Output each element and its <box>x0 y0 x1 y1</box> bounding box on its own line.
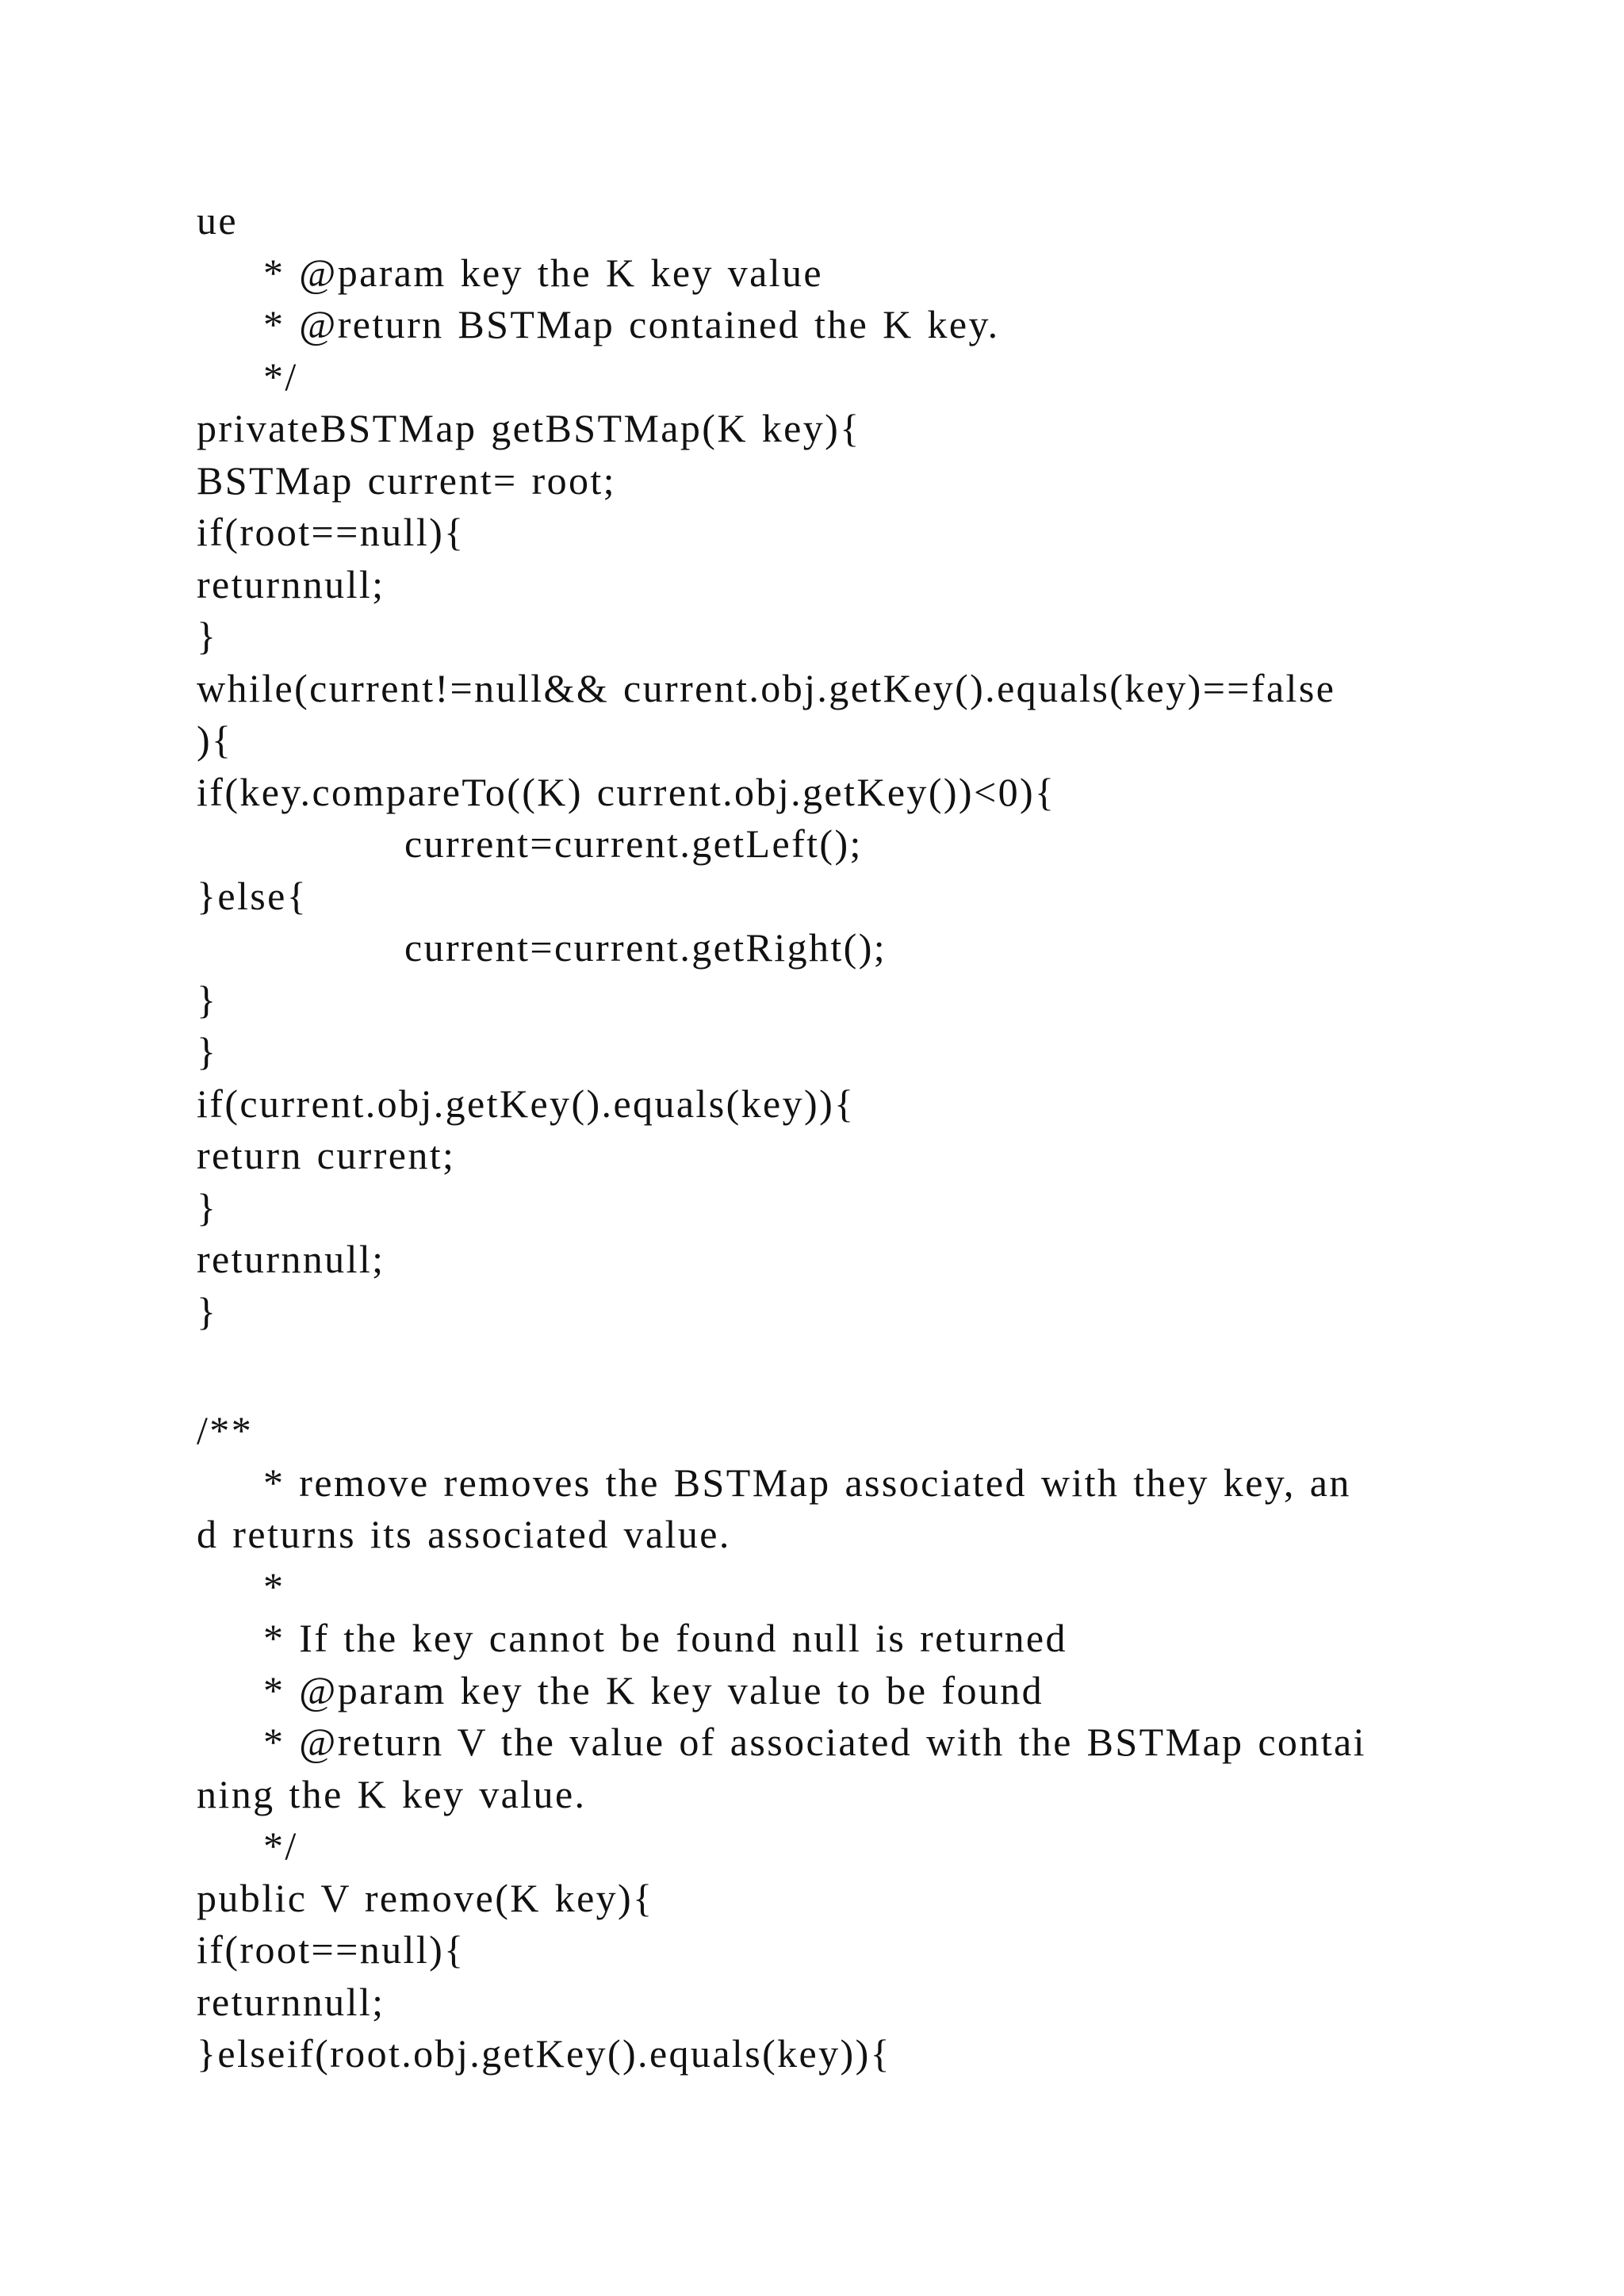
text-line: * @return BSTMap contained the K key. <box>263 302 1000 346</box>
text-line: returnnull; <box>197 1979 385 2024</box>
text-line: * @return V the value of associated with the BSTMap contai <box>263 1720 1366 1764</box>
text-line: d returns its associated value. <box>197 1512 731 1556</box>
text-line: if(current.obj.getKey().equals(key)){ <box>197 1081 856 1126</box>
text-line: BSTMap current= root; <box>197 457 616 503</box>
text-line: ){ <box>197 718 233 762</box>
text-line: if(key.compareTo((K) current.obj.getKey())<0){ <box>197 769 1056 814</box>
text-line: } <box>197 1184 218 1230</box>
text-line: if(root==null){ <box>197 510 465 554</box>
text-line: }elseif(root.obj.getKey().equals(key)){ <box>197 2031 892 2076</box>
text-line: /** <box>197 1408 254 1452</box>
text-line: privateBSTMap getBSTMap(K key){ <box>197 406 861 450</box>
text-line: while(current!=null&& current.obj.getKey().equals(key)==false <box>197 665 1336 710</box>
text-line: ue <box>197 198 238 243</box>
text-line: } <box>197 977 218 1022</box>
text-line: * remove removes the BSTMap associated with they key, an <box>263 1460 1351 1505</box>
text-line: * @param key the K key value <box>263 250 824 295</box>
text-line: } <box>197 1288 218 1334</box>
text-line: current=current.getRight(); <box>404 925 887 970</box>
text-line: } <box>197 1029 218 1073</box>
text-line: returnnull; <box>197 1237 385 1281</box>
text-line: ning the K key value. <box>197 1771 587 1816</box>
text-line: current=current.getLeft(); <box>404 821 863 866</box>
text-line: * @param key the K key value to be found <box>263 1667 1044 1712</box>
blank-line <box>197 1337 1465 1405</box>
text-line: * If the key cannot be found null is returned <box>263 1616 1067 1660</box>
text-line: } <box>197 614 218 658</box>
text-line: */ <box>263 354 298 399</box>
text-line: returnnull; <box>197 561 385 607</box>
text-line: if(root==null){ <box>197 1927 465 1972</box>
text-line: }else{ <box>197 873 308 918</box>
text-line: return current; <box>197 1133 456 1177</box>
code-text-block <box>197 195 1465 2080</box>
text-line: public V remove(K key){ <box>197 1875 654 1920</box>
text-line: * <box>263 1563 285 1609</box>
text-line: */ <box>263 1823 298 1868</box>
